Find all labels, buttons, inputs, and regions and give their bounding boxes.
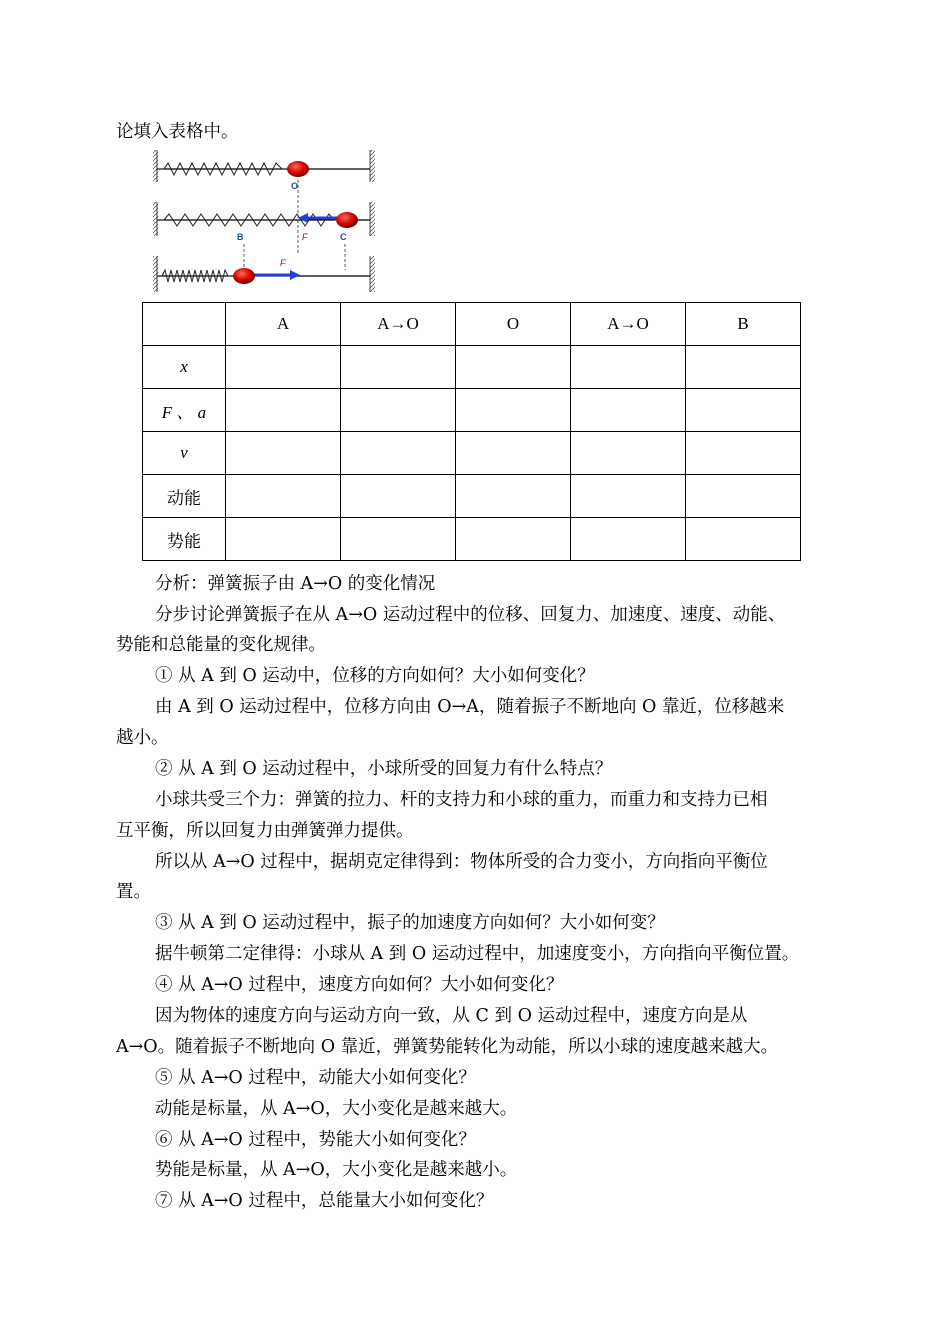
table-cell <box>341 518 456 561</box>
spring-oscillator-figure <box>150 144 380 294</box>
paragraph-line: 置。 <box>116 882 151 902</box>
table-cell <box>456 518 571 561</box>
row-label: 动能 <box>143 475 226 518</box>
row-label: v <box>143 432 226 475</box>
row-label: 势能 <box>143 518 226 561</box>
table-row <box>143 346 801 389</box>
label-b: B <box>237 232 244 242</box>
table-cell <box>686 389 801 432</box>
table-cell <box>571 389 686 432</box>
table-row <box>143 475 801 518</box>
row-label: F 、 a <box>143 389 226 432</box>
arrow-head-icon <box>290 270 300 280</box>
paragraph-line: 动能是标量，从 A→O，大小变化是越来越大。 <box>155 1099 518 1119</box>
table-cell <box>226 475 341 518</box>
question-1: ① 从 A 到 O 运动中，位移的方向如何？大小如何变化？ <box>155 666 595 686</box>
label-o: O <box>291 181 299 191</box>
table-header-cell: A→O <box>571 303 686 346</box>
table-cell <box>226 389 341 432</box>
table-cell <box>341 432 456 475</box>
table-header-cell: O <box>456 303 571 346</box>
paragraph-line: 势能和总能量的变化规律。 <box>116 635 326 655</box>
question-4: ④ 从 A→O 过程中，速度方向如何？大小如何变化？ <box>155 975 564 995</box>
table-header-row <box>143 303 801 346</box>
table-cell <box>571 475 686 518</box>
table-cell <box>341 346 456 389</box>
paragraph-line: 互平衡，所以回复力由弹簧弹力提供。 <box>116 821 414 841</box>
table-cell <box>571 518 686 561</box>
label-f-mid: F <box>302 232 308 242</box>
table-cell <box>226 432 341 475</box>
ball <box>287 161 309 177</box>
paragraph-line: 势能是标量，从 A→O，大小变化是越来越小。 <box>155 1160 518 1180</box>
label-c: C <box>340 232 347 242</box>
question-5: ⑤ 从 A→O 过程中，动能大小如何变化？ <box>155 1068 476 1088</box>
table-cell <box>456 432 571 475</box>
variation-table <box>142 302 801 561</box>
paragraph-line: 越小。 <box>116 728 169 748</box>
table-cell <box>456 346 571 389</box>
table-header-cell <box>143 303 226 346</box>
right-wall <box>370 150 375 182</box>
paragraph-line: 因为物体的速度方向与运动方向一致，从 C 到 O 运动过程中，速度方向是从 <box>155 1006 748 1026</box>
table-cell <box>571 346 686 389</box>
table-cell <box>226 346 341 389</box>
right-wall <box>370 202 375 236</box>
table-cell <box>226 518 341 561</box>
intro-text: 论填入表格中。 <box>116 122 239 142</box>
paragraph-line: 所以从 A→O 过程中，据胡克定律得到：物体所受的合力变小，方向指向平衡位 <box>155 852 768 872</box>
question-3: ③ 从 A 到 O 运动过程中，振子的加速度方向如何？大小如何变？ <box>155 913 665 933</box>
paragraph-line: 小球共受三个力：弹簧的拉力、杆的支持力和小球的重力，而重力和支持力已相 <box>155 790 768 810</box>
table-cell <box>686 475 801 518</box>
table-cell <box>456 475 571 518</box>
right-wall <box>370 256 375 292</box>
table-header-cell: B <box>686 303 801 346</box>
table-cell <box>341 389 456 432</box>
table-header-cell: A→O <box>341 303 456 346</box>
table-cell <box>686 346 801 389</box>
row-compressed <box>153 244 375 292</box>
ball <box>233 268 255 284</box>
table-header-cell: A <box>226 303 341 346</box>
table-row <box>143 432 801 475</box>
paragraph-line: 分步讨论弹簧振子在从 A→O 运动过程中的位移、回复力、加速度、速度、动能、 <box>155 605 786 625</box>
table-cell <box>341 475 456 518</box>
table-cell <box>571 432 686 475</box>
table-cell <box>686 518 801 561</box>
ball <box>336 212 358 228</box>
row-label: x <box>143 346 226 389</box>
table-cell <box>686 432 801 475</box>
paragraph-line: 由 A 到 O 运动过程中，位移方向由 O→A，随着振子不断地向 O 靠近，位移越来 <box>155 697 785 717</box>
row-stretched <box>153 180 375 254</box>
label-f-bottom: F <box>280 258 286 268</box>
arrow-head-icon <box>298 213 308 223</box>
paragraph-line: 据牛顿第二定律得：小球从 A 到 O 运动过程中，加速度变小，方向指向平衡位置。 <box>155 944 800 964</box>
paragraph-line: A→O。随着振子不断地向 O 靠近，弹簧势能转化为动能，所以小球的速度越来越大。 <box>116 1037 779 1057</box>
analysis-title: 分析：弹簧振子由 A→O 的变化情况 <box>155 574 436 594</box>
question-6: ⑥ 从 A→O 过程中，势能大小如何变化？ <box>155 1130 476 1150</box>
table-cell <box>456 389 571 432</box>
question-7: ⑦ 从 A→O 过程中，总能量大小如何变化？ <box>155 1191 494 1211</box>
row-equilibrium <box>153 150 375 191</box>
question-2: ② 从 A 到 O 运动过程中，小球所受的回复力有什么特点？ <box>155 759 613 779</box>
table-row <box>143 518 801 561</box>
table-row <box>143 389 801 432</box>
